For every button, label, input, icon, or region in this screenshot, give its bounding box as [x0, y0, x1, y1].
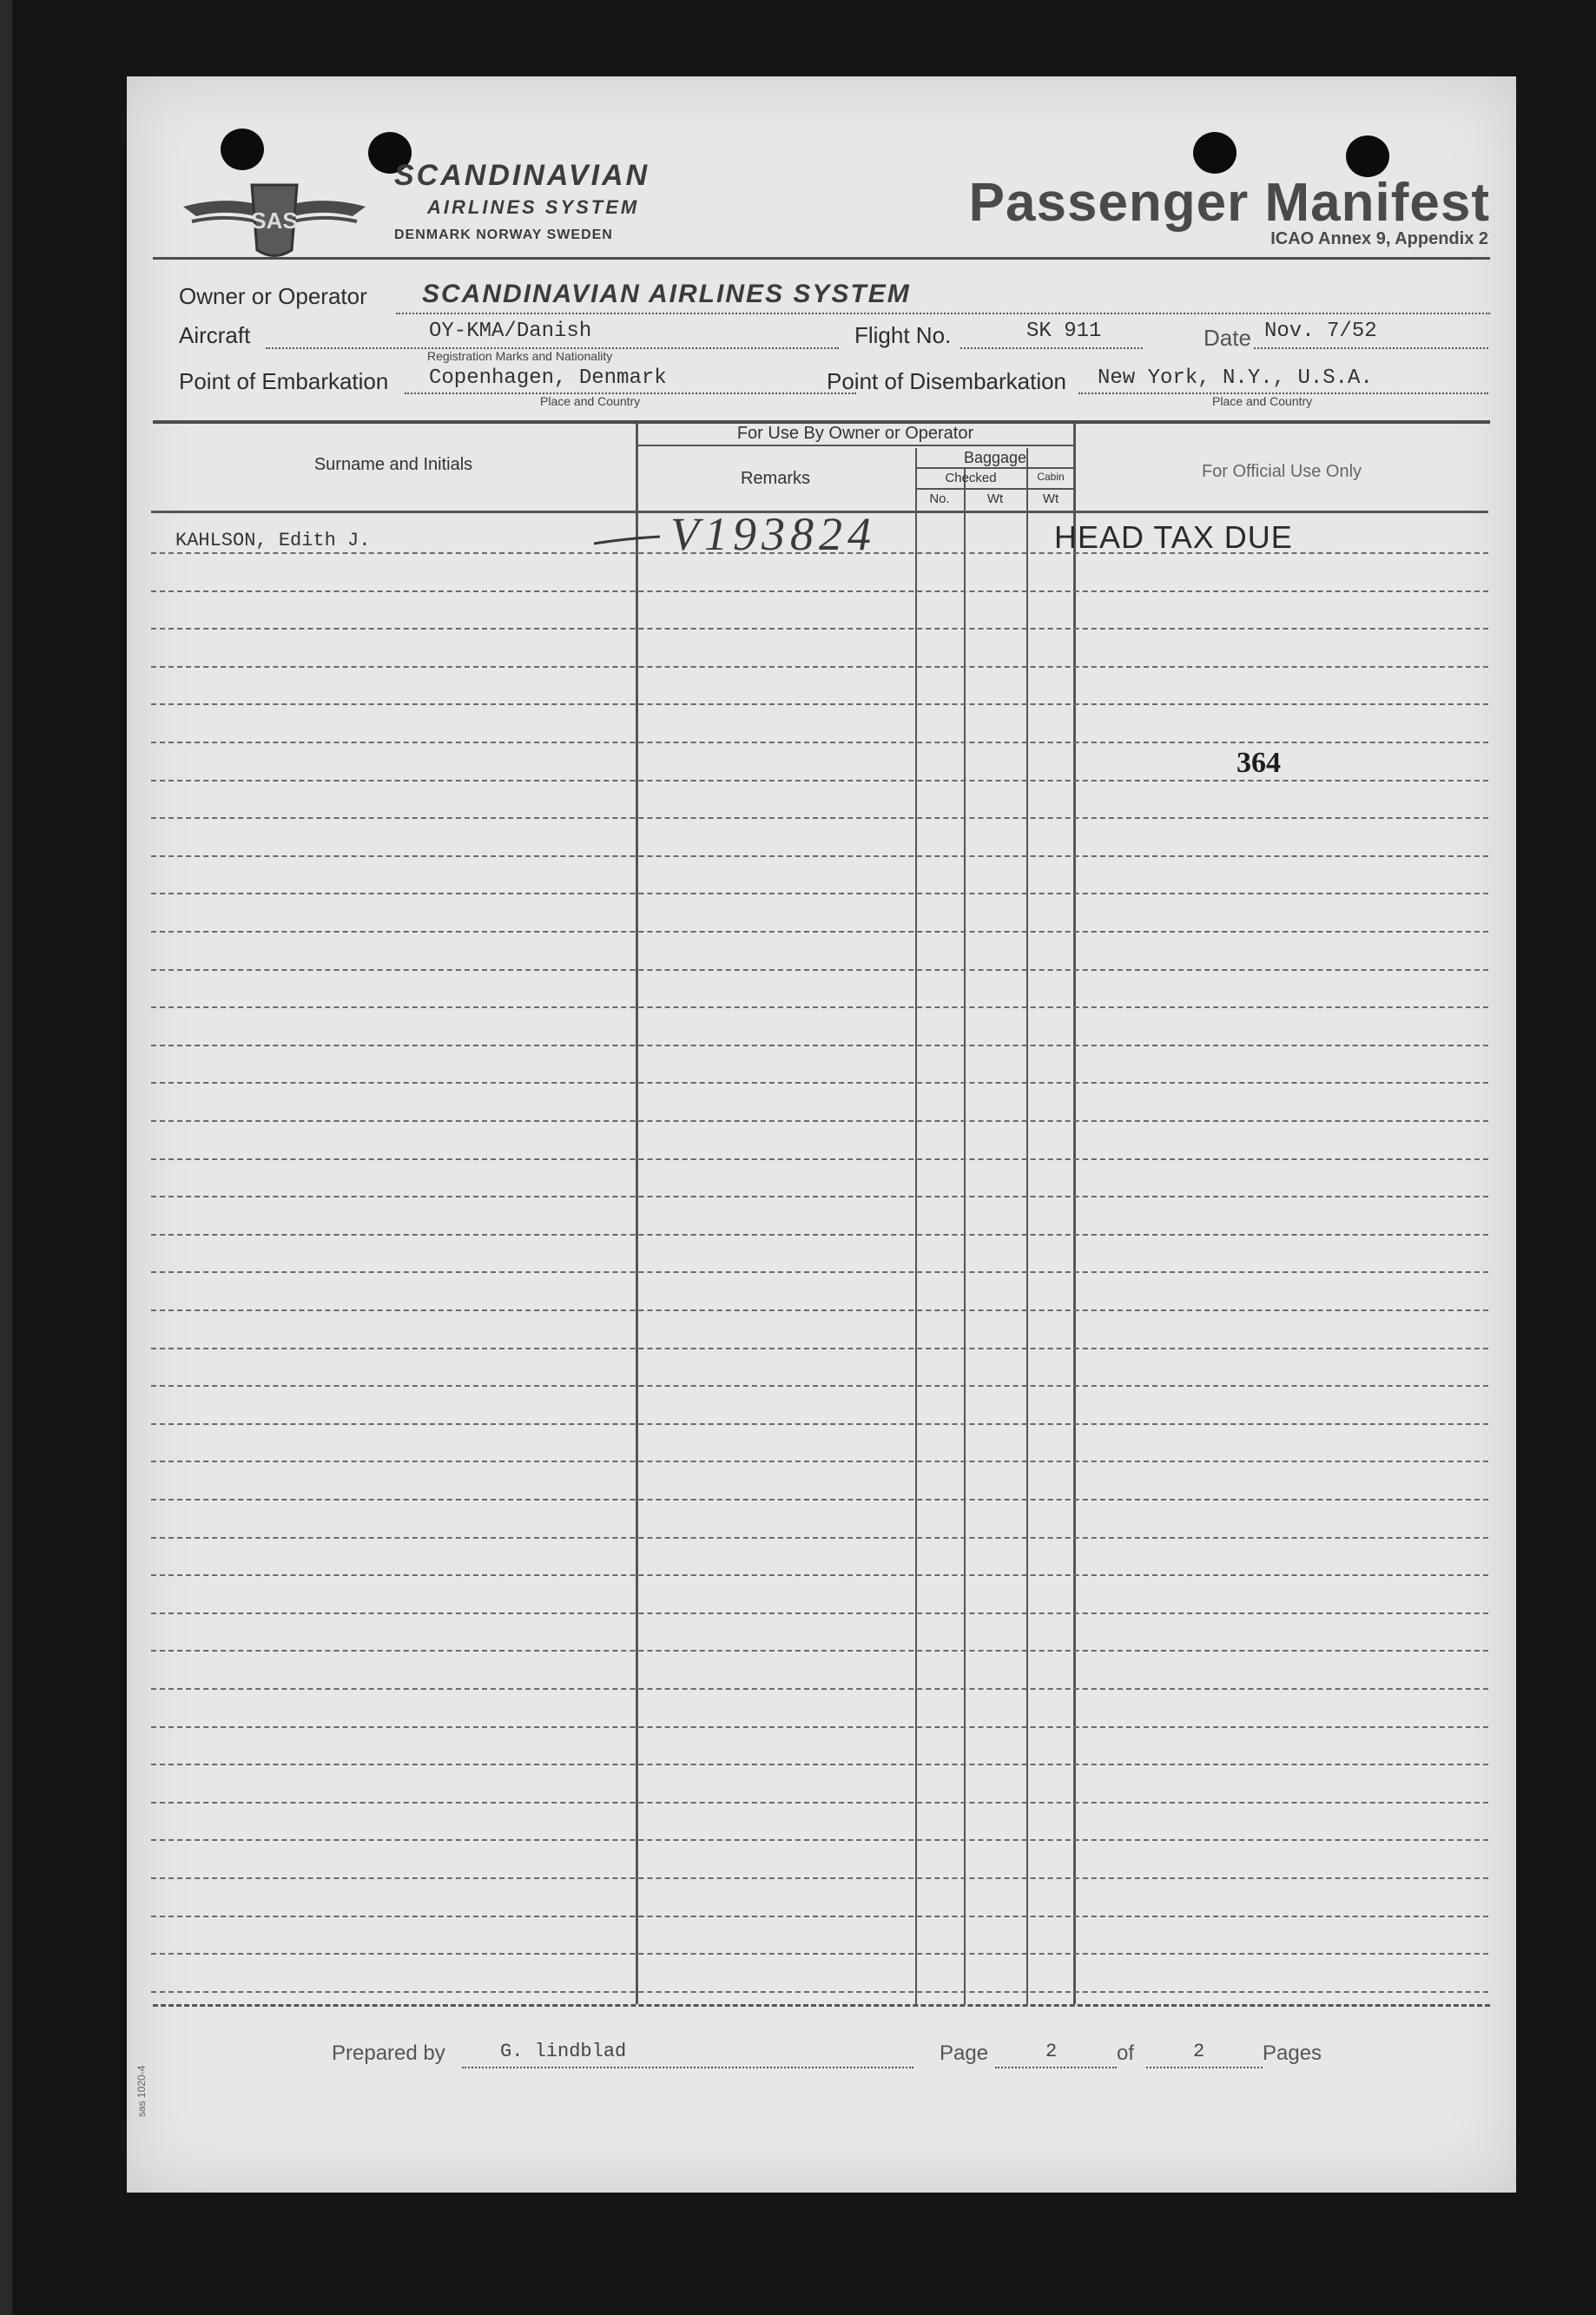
header-surname: Surname and Initials [313, 455, 473, 474]
table-row-line [151, 1613, 1488, 1614]
date-value: Nov. 7/52 [1264, 320, 1377, 343]
passenger-name: KAHLSON, Edith J. [175, 530, 371, 551]
table-row-line [151, 780, 1488, 782]
table-row-line [151, 893, 1488, 894]
pages-label: Pages [1263, 2041, 1322, 2065]
table-row-line [151, 1537, 1488, 1539]
date-label: Date [1204, 325, 1251, 351]
table-row-line [151, 1764, 1488, 1765]
table-row-line [151, 742, 1488, 743]
table-row-line [151, 1045, 1488, 1046]
header-owner-group: For Use By Owner or Operator [736, 424, 974, 443]
header-rule [153, 257, 1490, 260]
table-row-line [151, 1385, 1488, 1387]
table-row-line [151, 1726, 1488, 1728]
table-row-line [151, 1877, 1488, 1879]
table-row-line [151, 855, 1488, 857]
col-divider [636, 424, 638, 2004]
table-row-line [151, 1234, 1488, 1236]
table-row-line [151, 703, 1488, 705]
disembarkation-value: New York, N.Y., U.S.A. [1098, 366, 1373, 390]
date-dotted-line [1254, 347, 1488, 349]
table-row-line [151, 1120, 1488, 1122]
scanner-edge-left [0, 0, 12, 2315]
owner-dotted-line [396, 313, 1490, 314]
header-baggage: Baggage [963, 449, 1027, 466]
disembarkation-sublabel: Place and Country [1212, 394, 1313, 408]
table-row-line [151, 1574, 1488, 1576]
document-title: Passenger Manifest [968, 173, 1490, 233]
table-row-line [151, 969, 1488, 971]
record-number-stamp: 364 [1237, 747, 1281, 779]
table-row-line [151, 1082, 1488, 1084]
embarkation-sublabel: Place and Country [540, 394, 641, 408]
head-tax-stamp: HEAD TAX DUE [1054, 519, 1293, 555]
table-row-line [151, 1196, 1488, 1197]
owner-value: SCANDINAVIAN AIRLINES SYSTEM [422, 280, 911, 308]
of-value: 2 [1193, 2041, 1205, 2062]
header-cabin-wt: Wt [1042, 491, 1059, 506]
header-checked: Checked [945, 471, 997, 485]
table-row-line [151, 1916, 1488, 1917]
table-row-line [151, 1839, 1488, 1841]
of-dotted-line [1146, 2067, 1263, 2068]
header-wt: Wt [986, 491, 1004, 506]
table-row-line [151, 1991, 1488, 1993]
table-row-line [151, 1006, 1488, 1008]
embarkation-label: Point of Embarkation [179, 368, 389, 394]
table-row-line [151, 1953, 1488, 1955]
airline-brand [394, 159, 650, 243]
page-dotted-line [995, 2067, 1117, 2068]
header-official-use: For Official Use Only [1201, 462, 1362, 481]
flight-value: SK 911 [1026, 320, 1102, 343]
brand-line-1: SCANDINAVIAN [394, 159, 650, 192]
sas-wings-logo-icon [179, 159, 370, 267]
manifest-sheet [127, 76, 1516, 2193]
flight-dotted-line [960, 347, 1143, 349]
header-cabin: Cabin [1037, 471, 1065, 483]
table-row-line [151, 1688, 1488, 1690]
col-divider [1073, 424, 1076, 2004]
punch-hole [1346, 135, 1389, 177]
table-row-line [151, 931, 1488, 933]
table-row-line [151, 1802, 1488, 1804]
handwritten-strike-mark [592, 524, 662, 551]
table-row-line [151, 628, 1488, 630]
page-label: Page [940, 2041, 989, 2065]
col-divider [964, 469, 966, 2004]
table-row-line [151, 1309, 1488, 1311]
aircraft-label: Aircraft [179, 322, 251, 348]
form-code: sas 1020-4 [135, 2065, 148, 2117]
prepared-by-label: Prepared by [332, 2041, 445, 2065]
embarkation-value: Copenhagen, Denmark [429, 366, 667, 390]
logo-letters: SAS [251, 208, 298, 234]
of-label: of [1117, 2041, 1135, 2065]
prepared-dotted-line [462, 2067, 913, 2068]
col-divider [1026, 448, 1028, 2004]
header-remarks: Remarks [740, 469, 810, 488]
table-row-line [151, 1461, 1488, 1462]
col-divider [915, 448, 917, 2004]
passenger-table [151, 424, 1488, 2004]
owner-label: Owner or Operator [179, 283, 367, 309]
header-line [915, 467, 1075, 469]
table-row-line [151, 1271, 1488, 1273]
aircraft-value: OY-KMA/Danish [429, 320, 592, 343]
document-subtitle: ICAO Annex 9, Appendix 2 [1270, 229, 1488, 248]
table-row-line [151, 1348, 1488, 1349]
header-no: No. [929, 491, 950, 506]
disembarkation-label: Point of Disembarkation [827, 368, 1067, 394]
table-bottom-rule [153, 2004, 1490, 2007]
table-row-line [151, 666, 1488, 668]
table-row-line [151, 1158, 1488, 1160]
header-line [915, 488, 1075, 490]
prepared-by-value: G. lindblad [500, 2041, 627, 2062]
table-row-line [151, 590, 1488, 592]
handwritten-remark: V193824 [670, 508, 876, 560]
brand-countries: DENMARK NORWAY SWEDEN [394, 228, 613, 242]
header-line [636, 445, 1075, 446]
table-row-line [151, 1650, 1488, 1652]
brand-line-2: AIRLINES SYSTEM [427, 196, 640, 218]
flight-label: Flight No. [854, 322, 952, 348]
page-value: 2 [1045, 2041, 1058, 2062]
table-row-line [151, 1499, 1488, 1500]
table-row-line [151, 817, 1488, 819]
punch-hole [1193, 132, 1237, 174]
table-row-line [151, 1423, 1488, 1425]
aircraft-sublabel: Registration Marks and Nationality [427, 349, 613, 363]
